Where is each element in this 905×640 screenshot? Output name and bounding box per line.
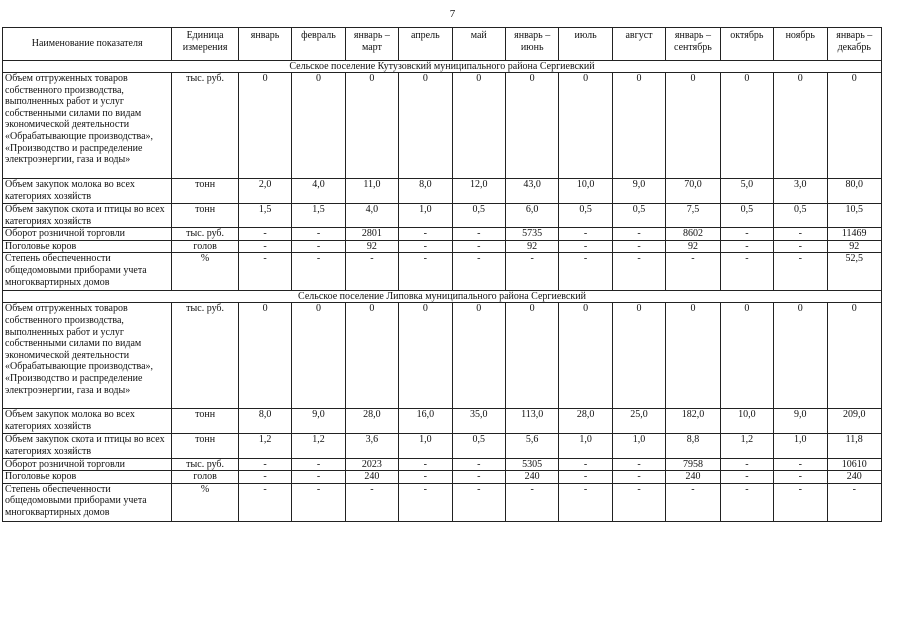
- value-cell: 1,0: [399, 434, 452, 458]
- value-cell: 1,5: [292, 204, 345, 228]
- value-cell: -: [774, 471, 827, 484]
- value-cell: -: [666, 483, 720, 521]
- header-month: октябрь: [720, 28, 773, 61]
- value-cell: 0: [292, 303, 345, 409]
- value-cell: -: [612, 483, 665, 521]
- value-cell: -: [666, 253, 720, 291]
- indicator-name: Поголовье коров: [3, 240, 172, 253]
- indicator-name: Объем закупок скота и птицы во всех категориях хозяйств: [3, 434, 172, 458]
- value-cell: -: [720, 253, 773, 291]
- value-cell: 0: [612, 303, 665, 409]
- value-cell: -: [559, 458, 612, 471]
- value-cell: -: [345, 483, 398, 521]
- value-cell: -: [399, 228, 452, 241]
- indicator-unit: голов: [172, 471, 239, 484]
- table-body: [3, 61, 882, 522]
- value-cell: -: [452, 483, 505, 521]
- value-cell: 0: [827, 303, 882, 409]
- value-cell: 1,2: [720, 434, 773, 458]
- value-cell: 0: [345, 303, 398, 409]
- value-cell: 1,0: [559, 434, 612, 458]
- value-cell: -: [292, 253, 345, 291]
- value-cell: 0,5: [452, 434, 505, 458]
- value-cell: 28,0: [559, 409, 612, 434]
- value-cell: 240: [505, 471, 558, 484]
- value-cell: 35,0: [452, 409, 505, 434]
- value-cell: -: [238, 240, 291, 253]
- indicator-unit: тыс. руб.: [172, 228, 239, 241]
- value-cell: 11,0: [345, 179, 398, 204]
- value-cell: 1,0: [612, 434, 665, 458]
- value-cell: -: [774, 228, 827, 241]
- value-cell: -: [399, 253, 452, 291]
- value-cell: 12,0: [452, 179, 505, 204]
- header-month: январь – декабрь: [827, 28, 882, 61]
- table-row: [3, 73, 882, 179]
- value-cell: -: [827, 483, 882, 521]
- indicators-table: [2, 27, 882, 522]
- value-cell: -: [505, 253, 558, 291]
- value-cell: 0,5: [774, 204, 827, 228]
- value-cell: 92: [666, 240, 720, 253]
- value-cell: -: [774, 240, 827, 253]
- value-cell: -: [292, 483, 345, 521]
- value-cell: 7958: [666, 458, 720, 471]
- indicator-unit: тонн: [172, 204, 239, 228]
- value-cell: -: [452, 471, 505, 484]
- value-cell: 43,0: [505, 179, 558, 204]
- value-cell: 182,0: [666, 409, 720, 434]
- value-cell: 0: [720, 303, 773, 409]
- value-cell: -: [774, 483, 827, 521]
- value-cell: 240: [827, 471, 882, 484]
- value-cell: -: [452, 253, 505, 291]
- section-title: Сельское поселение Липовка муниципального района Сергиевский: [3, 291, 882, 303]
- section-row: [3, 61, 882, 73]
- value-cell: 0: [399, 303, 452, 409]
- value-cell: -: [452, 458, 505, 471]
- header-month: июль: [559, 28, 612, 61]
- value-cell: 92: [345, 240, 398, 253]
- value-cell: 4,0: [292, 179, 345, 204]
- value-cell: -: [399, 471, 452, 484]
- value-cell: 1,0: [399, 204, 452, 228]
- value-cell: -: [559, 471, 612, 484]
- value-cell: 0: [827, 73, 882, 179]
- indicator-name: Оборот розничной торговли: [3, 228, 172, 241]
- indicator-name: Объем закупок скота и птицы во всех категориях хозяйств: [3, 204, 172, 228]
- indicator-name: Степень обеспеченности общедомовыми приборами учета многоквартирных домов: [3, 483, 172, 521]
- value-cell: 0: [774, 303, 827, 409]
- section-title: Сельское поселение Кутузовский муниципального района Сергиевский: [3, 61, 882, 73]
- value-cell: -: [399, 483, 452, 521]
- value-cell: -: [720, 458, 773, 471]
- value-cell: -: [345, 253, 398, 291]
- table-row: [3, 409, 882, 434]
- value-cell: 0: [720, 73, 773, 179]
- value-cell: -: [612, 253, 665, 291]
- value-cell: 52,5: [827, 253, 882, 291]
- value-cell: 0,5: [612, 204, 665, 228]
- value-cell: -: [774, 253, 827, 291]
- table-row: [3, 204, 882, 228]
- value-cell: -: [720, 471, 773, 484]
- value-cell: -: [720, 228, 773, 241]
- table-row: [3, 253, 882, 291]
- indicator-unit: тыс. руб.: [172, 73, 239, 179]
- indicator-name: Объем закупок молока во всех категориях хозяйств: [3, 409, 172, 434]
- value-cell: -: [505, 483, 558, 521]
- value-cell: -: [292, 458, 345, 471]
- value-cell: 2023: [345, 458, 398, 471]
- value-cell: 5735: [505, 228, 558, 241]
- value-cell: 5305: [505, 458, 558, 471]
- value-cell: -: [452, 240, 505, 253]
- header-unit: Единица измерения: [172, 28, 239, 61]
- header-month: май: [452, 28, 505, 61]
- value-cell: 3,0: [774, 179, 827, 204]
- value-cell: 0: [292, 73, 345, 179]
- value-cell: 80,0: [827, 179, 882, 204]
- value-cell: 10,5: [827, 204, 882, 228]
- value-cell: 6,0: [505, 204, 558, 228]
- table-row: [3, 228, 882, 241]
- value-cell: 8,0: [238, 409, 291, 434]
- table-row: [3, 483, 882, 521]
- value-cell: 0: [452, 303, 505, 409]
- value-cell: 0: [399, 73, 452, 179]
- indicator-name: Объем закупок молока во всех категориях хозяйств: [3, 179, 172, 204]
- value-cell: -: [559, 240, 612, 253]
- value-cell: 9,0: [612, 179, 665, 204]
- value-cell: 25,0: [612, 409, 665, 434]
- indicator-unit: тыс. руб.: [172, 303, 239, 409]
- value-cell: 0: [612, 73, 665, 179]
- value-cell: -: [238, 228, 291, 241]
- value-cell: -: [292, 471, 345, 484]
- value-cell: -: [399, 240, 452, 253]
- header-month: январь – июнь: [505, 28, 558, 61]
- value-cell: 1,5: [238, 204, 291, 228]
- indicator-name: Объем отгруженных товаров собственного производства, выполненных работ и услуг собственными силами по видам экономической деятельности «Обрабатывающие производства», «Производство и распределение электроэнергии, газа и воды»: [3, 303, 172, 409]
- value-cell: 0: [345, 73, 398, 179]
- value-cell: -: [238, 483, 291, 521]
- value-cell: -: [238, 458, 291, 471]
- value-cell: 92: [505, 240, 558, 253]
- header-month: август: [612, 28, 665, 61]
- value-cell: 0: [666, 303, 720, 409]
- table-row: [3, 434, 882, 458]
- value-cell: -: [720, 240, 773, 253]
- value-cell: 4,0: [345, 204, 398, 228]
- value-cell: -: [559, 228, 612, 241]
- value-cell: 16,0: [399, 409, 452, 434]
- value-cell: -: [612, 458, 665, 471]
- value-cell: 0: [238, 303, 291, 409]
- indicator-unit: тонн: [172, 434, 239, 458]
- value-cell: 11469: [827, 228, 882, 241]
- value-cell: 5,0: [720, 179, 773, 204]
- value-cell: -: [452, 228, 505, 241]
- header-month: апрель: [399, 28, 452, 61]
- table-header-row: [3, 28, 882, 61]
- page-number: 7: [449, 8, 456, 20]
- value-cell: 0,5: [559, 204, 612, 228]
- indicator-name: Степень обеспеченности общедомовыми приборами учета многоквартирных домов: [3, 253, 172, 291]
- value-cell: 8,8: [666, 434, 720, 458]
- value-cell: -: [238, 471, 291, 484]
- header-month: январь – сентябрь: [666, 28, 720, 61]
- value-cell: -: [399, 458, 452, 471]
- value-cell: 92: [827, 240, 882, 253]
- table-row: [3, 303, 882, 409]
- value-cell: 9,0: [292, 409, 345, 434]
- value-cell: 0: [505, 73, 558, 179]
- indicator-name: Оборот розничной торговли: [3, 458, 172, 471]
- value-cell: 11,8: [827, 434, 882, 458]
- value-cell: 0,5: [452, 204, 505, 228]
- header-month: январь – март: [345, 28, 398, 61]
- value-cell: 0,5: [720, 204, 773, 228]
- table-row: [3, 240, 882, 253]
- indicator-name: Поголовье коров: [3, 471, 172, 484]
- value-cell: 8602: [666, 228, 720, 241]
- indicator-unit: голов: [172, 240, 239, 253]
- value-cell: 0: [559, 73, 612, 179]
- value-cell: 0: [452, 73, 505, 179]
- header-month: февраль: [292, 28, 345, 61]
- value-cell: 1,2: [292, 434, 345, 458]
- value-cell: 0: [238, 73, 291, 179]
- indicator-unit: тыс. руб.: [172, 458, 239, 471]
- value-cell: 240: [666, 471, 720, 484]
- value-cell: -: [238, 253, 291, 291]
- value-cell: 0: [666, 73, 720, 179]
- value-cell: -: [612, 471, 665, 484]
- header-name: Наименование показателя: [3, 28, 172, 61]
- value-cell: 28,0: [345, 409, 398, 434]
- value-cell: 113,0: [505, 409, 558, 434]
- header-month: январь: [238, 28, 291, 61]
- indicator-unit: тонн: [172, 409, 239, 434]
- value-cell: 70,0: [666, 179, 720, 204]
- value-cell: -: [559, 483, 612, 521]
- table-row: [3, 458, 882, 471]
- value-cell: -: [612, 240, 665, 253]
- section-row: [3, 291, 882, 303]
- header-month: ноябрь: [774, 28, 827, 61]
- value-cell: 9,0: [774, 409, 827, 434]
- table-row: [3, 471, 882, 484]
- value-cell: 209,0: [827, 409, 882, 434]
- value-cell: 3,6: [345, 434, 398, 458]
- table-row: [3, 179, 882, 204]
- value-cell: 5,6: [505, 434, 558, 458]
- indicator-unit: %: [172, 253, 239, 291]
- value-cell: -: [612, 228, 665, 241]
- value-cell: -: [774, 458, 827, 471]
- value-cell: -: [559, 253, 612, 291]
- indicator-name: Объем отгруженных товаров собственного производства, выполненных работ и услуг собственными силами по видам экономической деятельности «Обрабатывающие производства», «Производство и распределение электроэнергии, газа и воды»: [3, 73, 172, 179]
- indicator-unit: %: [172, 483, 239, 521]
- value-cell: -: [720, 483, 773, 521]
- value-cell: -: [292, 228, 345, 241]
- value-cell: 0: [505, 303, 558, 409]
- value-cell: 2801: [345, 228, 398, 241]
- value-cell: 1,2: [238, 434, 291, 458]
- value-cell: -: [292, 240, 345, 253]
- value-cell: 7,5: [666, 204, 720, 228]
- value-cell: 0: [559, 303, 612, 409]
- value-cell: 0: [774, 73, 827, 179]
- value-cell: 240: [345, 471, 398, 484]
- value-cell: 1,0: [774, 434, 827, 458]
- value-cell: 8,0: [399, 179, 452, 204]
- value-cell: 2,0: [238, 179, 291, 204]
- value-cell: 10610: [827, 458, 882, 471]
- value-cell: 10,0: [720, 409, 773, 434]
- value-cell: 10,0: [559, 179, 612, 204]
- indicator-unit: тонн: [172, 179, 239, 204]
